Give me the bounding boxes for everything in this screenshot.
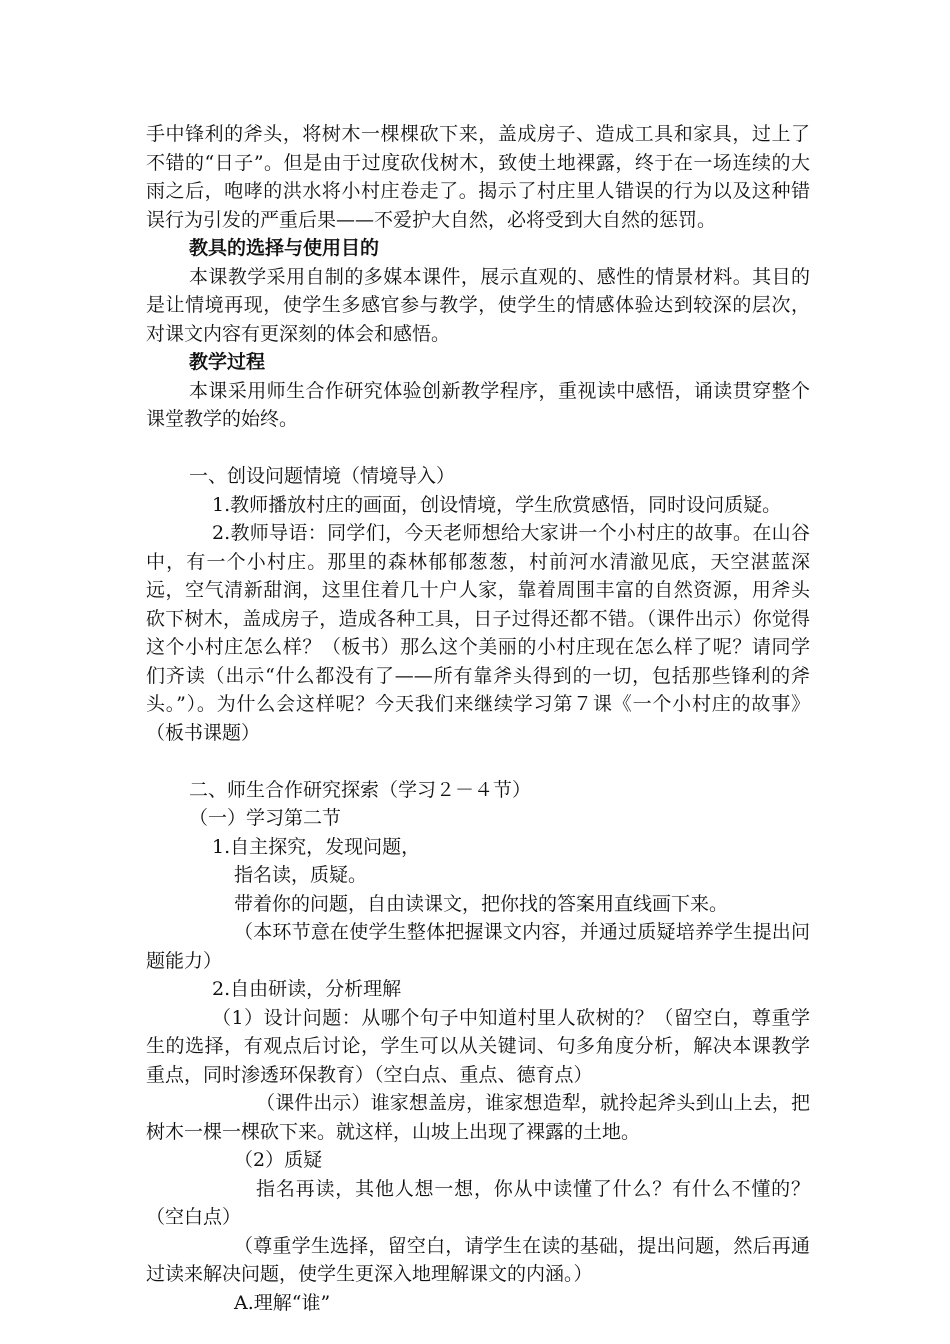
blank-line bbox=[146, 747, 810, 776]
question-2-heading: （2）质疑 bbox=[234, 1149, 323, 1171]
step-1-heading: 1.自主探究，发现问题， bbox=[212, 835, 421, 858]
document-body bbox=[146, 120, 810, 1317]
subsection-heading: （一）学习第二节 bbox=[189, 807, 342, 829]
step-1-note: （本环节意在使学生整体把握课文内容，并通过质疑培养学生提出问题能力） bbox=[146, 921, 810, 972]
step-1-paragraph: 1.教师播放村庄的画面，创设情境，学生欣赏感悟，同时设问质疑。 bbox=[212, 493, 782, 516]
teaching-process-paragraph: 本课采用师生合作研究体验创新教学程序，重视读中感悟，诵读贯穿整个课堂教学的始终。 bbox=[146, 379, 810, 430]
part-one-heading: 一、创设问题情境（情境导入） bbox=[189, 465, 456, 487]
courseware-quote: （课件出示）谁家想盖房，谁家想造犁，就拎起斧头到山上去，把树木一棵一棵砍下来。就这样，山坡上出现了裸露的土地。 bbox=[146, 1092, 810, 1143]
step-2-paragraph: 2.教师导语：同学们，今天老师想给大家讲一个小村庄的故事。在山谷中，有一个小村庄。那里的森林郁郁葱葱，村前河水清澈见底，天空湛蓝深远，空气清新甜润，这里住着几十户人家，靠着周围丰富的自然资源，用斧头砍下树木，盖成房子，造成各种工具，日子过得还都不错。（课件出示）你觉得这个小村庄怎么样？（板书）那么这个美丽的小村庄现在怎么样了呢？请同学们齐读（出示“什么都没有了——所有靠斧头得到的一切，包括那些锋利的斧头。”）。为什么会这样呢？今天我们来继续学习第７课《一个小村庄的故事》（板书课题） bbox=[146, 522, 810, 744]
step-1-detail: 带着你的问题，自由读课文，把你找的答案用直线画下来。 bbox=[234, 892, 729, 915]
blank-line bbox=[146, 434, 810, 463]
intro-paragraph: 手中锋利的斧头，将树木一棵棵砍下来，盖成房子、造成工具和家具，过上了不错的“日子”。但是由于过度砍伐树木，致使土地裸露，终于在一场连续的大雨之后，咆哮的洪水将小村庄卷走了。揭示了村庄里人错误的行为以及这种错误行为引发的严重后果——不爱护大自然，必将受到大自然的惩罚。 bbox=[146, 123, 810, 231]
question-1-paragraph: （1）设计问题：从哪个句子中知道村里人砍树的？（留空白，尊重学生的选择，有观点后讨论，学生可以从关键词、句多角度分析，解决本课教学重点，同时渗透环保教育）（空白点、重点、德育点） bbox=[146, 1006, 810, 1086]
section-heading-teaching-aids: 教具的选择与使用目的 bbox=[189, 237, 380, 259]
step-1-detail: 指名读，质疑。 bbox=[234, 864, 368, 886]
item-a: A.理解“谁” bbox=[234, 1291, 331, 1314]
question-2-note: （尊重学生选择，留空白，请学生在读的基础，提出问题，然后再通过读来解决问题，使学生更深入地理解课文的内涵。） bbox=[146, 1234, 810, 1285]
teaching-aids-paragraph: 本课教学采用自制的多媒本课件，展示直观的、感性的情景材料。其目的是让情境再现，使学生多感官参与教学，使学生的情感体验达到较深的层次，对课文内容有更深刻的体会和感悟。 bbox=[146, 265, 810, 345]
section-heading-teaching-process: 教学过程 bbox=[189, 351, 266, 373]
question-2-detail: 指名再读，其他人想一想，你从中读懂了什么？有什么不懂的？（空白点） bbox=[146, 1177, 810, 1228]
part-two-heading: 二、师生合作研究探索（学习２－４节） bbox=[189, 778, 532, 801]
step-2-heading: 2.自由研读，分析理解 bbox=[212, 978, 402, 1000]
